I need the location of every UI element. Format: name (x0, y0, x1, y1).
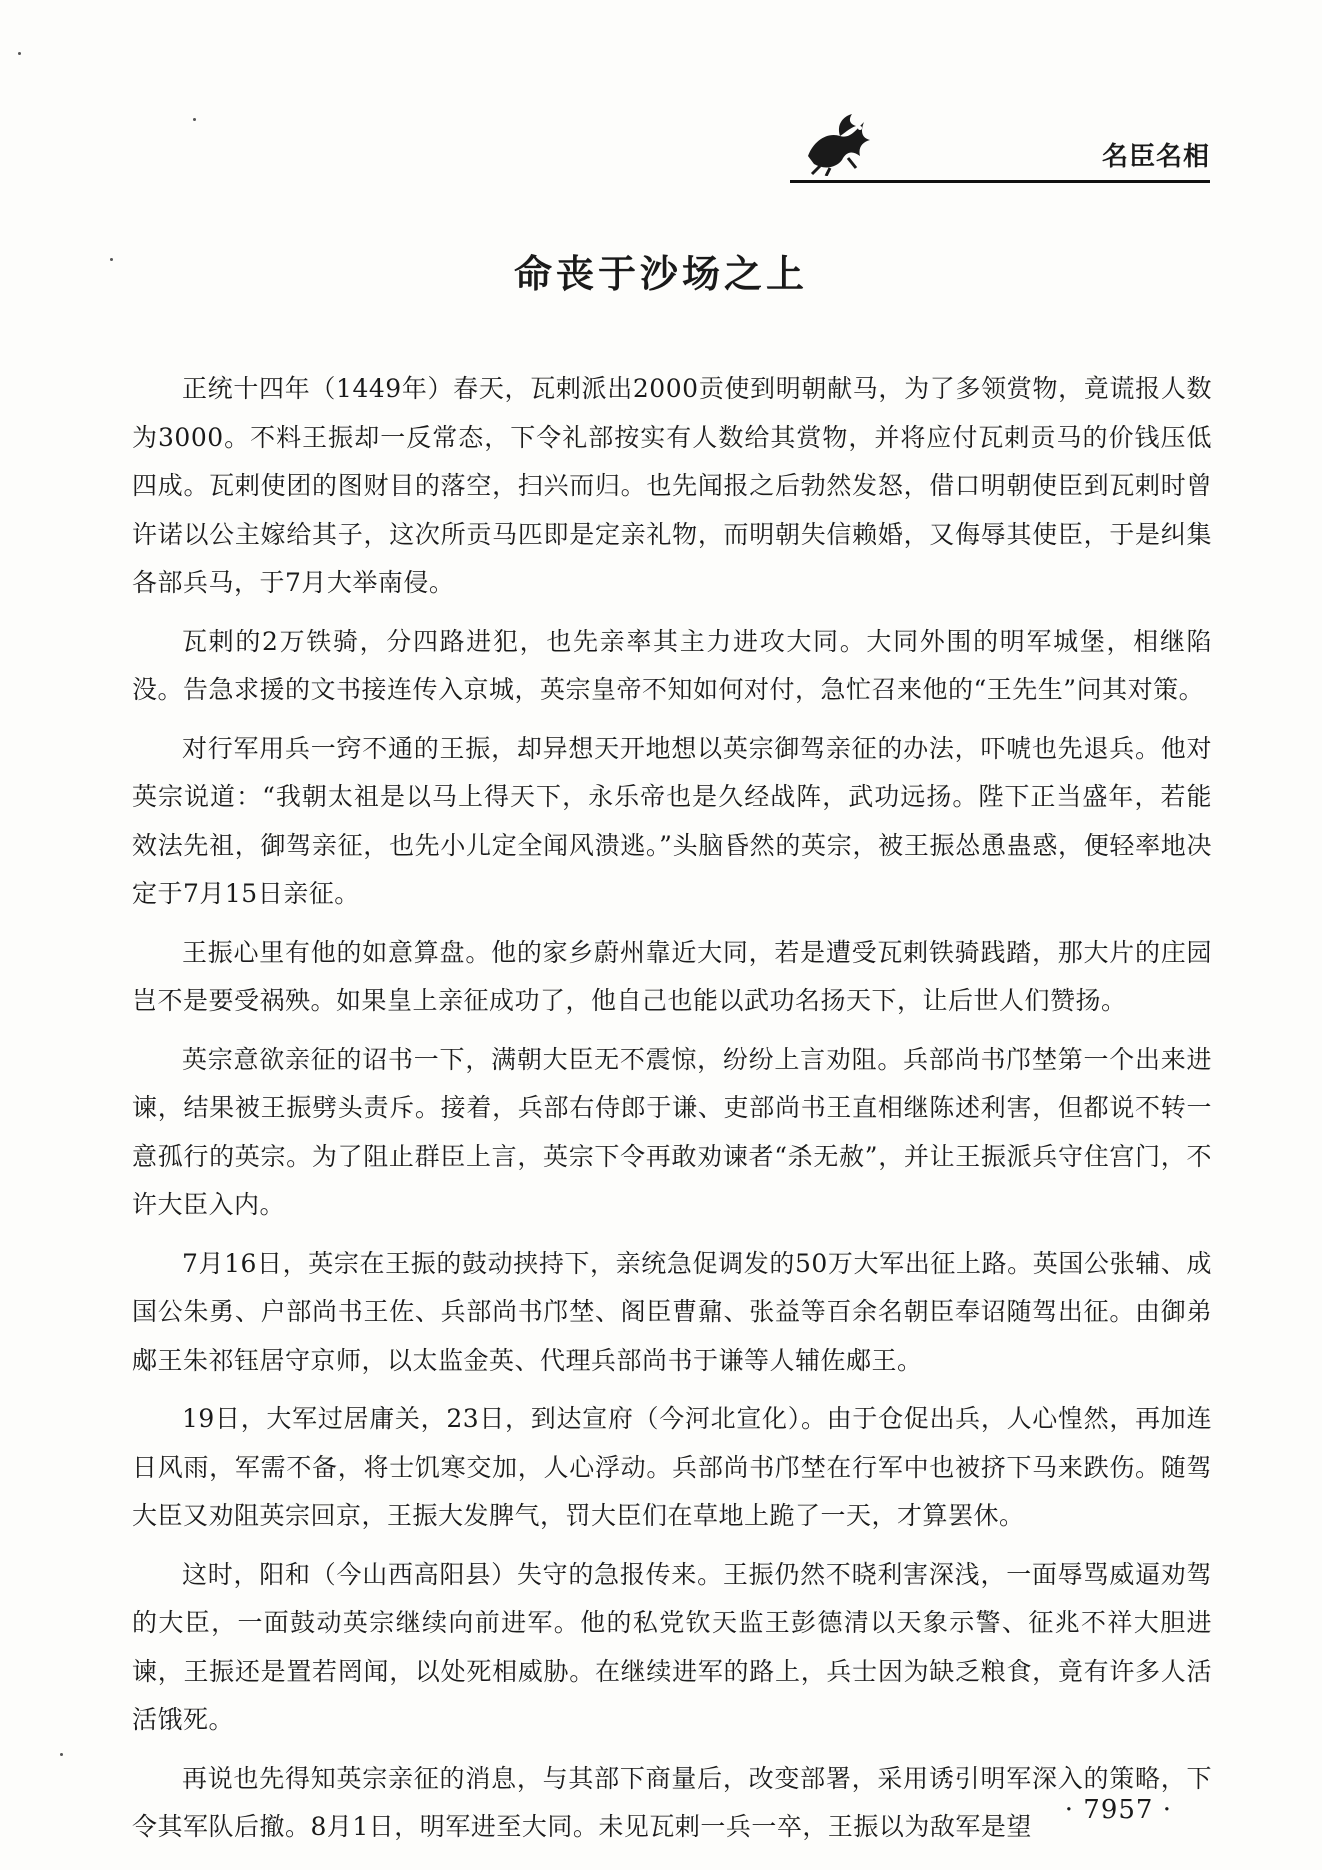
paragraph: 对行军用兵一窍不通的王振，却异想天开地想以英宗御驾亲征的办法，吓唬也先退兵。他对英宗说道：“我朝太祖是以马上得天下，永乐帝也是久经战阵，武功远扬。陛下正当盛年，若能效法先祖，御驾亲征，也先小儿定全闻风溃逃。”头脑昏然的英宗，被王振怂恿蛊惑，便轻率地决定于7月15日亲征。 (132, 733, 1212, 908)
paragraph: 瓦剌的2万铁骑，分四路进犯，也先亲率其主力进攻大同。大同外围的明军城堡，相继陷没。告急求援的文书接连传入京城，英宗皇帝不知如何对付，急忙召来他的“王先生”问其对策。 (132, 626, 1212, 704)
article-title: 命丧于沙场之上 (513, 252, 808, 296)
scan-speck (60, 1753, 63, 1756)
paragraph: 19日，大军过居庸关，23日，到达宣府（今河北宣化）。由于仓促出兵，人心惶然，再加连日风雨，军需不备，将士饥寒交加，人心浮动。兵部尚书邝埜在行军中也被挤下马来跌伤。随驾大臣又劝阻英宗回京，王振大发脾气，罚大臣们在草地上跪了一天，才算罢休。 (132, 1404, 1212, 1530)
running-header (790, 110, 1210, 186)
paragraph: 王振心里有他的如意算盘。他的家乡蔚州靠近大同，若是遭受瓦剌铁骑践踏，那大片的庄园岂不是要受祸殃。如果皇上亲征成功了，他自己也能以武功名扬天下，让后世人们赞扬。 (132, 937, 1212, 1015)
paragraph: 这时，阳和（今山西高阳县）失守的急报传来。王振仍然不晓利害深浅，一面辱骂威逼劝驾的大臣，一面鼓动英宗继续向前进军。他的私党钦天监王彭德清以天象示警、征兆不祥大胆进谏，王振还是置若罔闻，以处死相威胁。在继续进军的路上，兵士因为缺乏粮食，竟有许多人活活饿死。 (132, 1559, 1212, 1734)
paragraph: 再说也先得知英宗亲征的消息，与其部下商量后，改变部署，采用诱引明军深入的策略，下令其军队后撤。8月1日，明军进至大同。未见瓦剌一兵一卒，王振以为敌军是望 (132, 1763, 1212, 1841)
page-number: · 7957 · (1064, 1795, 1172, 1825)
section-title: 名臣名相 (1101, 142, 1210, 172)
article-body (132, 365, 1212, 1862)
paragraph: 英宗意欲亲征的诏书一下，满朝大臣无不震惊，纷纷上言劝阻。兵部尚书邝埜第一个出来进谏，结果被王振劈头责斥。接着，兵部右侍郎于谦、吏部尚书王直相继陈述利害，但都说不转一意孤行的英宗。为了阻止群臣上言，英宗下令再敢劝谏者“杀无赦”，并让王振派兵守住宫门，不许大臣入内。 (132, 1044, 1212, 1219)
scan-speck (193, 118, 196, 121)
paragraph: 7月16日，英宗在王振的鼓动挟持下，亲统急促调发的50万大军出征上路。英国公张辅、成国公朱勇、户部尚书王佐、兵部尚书邝埜、阁臣曹鼐、张益等百余名朝臣奉诏随驾出征。由御弟郕王朱祁钰居守京师，以太监金英、代理兵部尚书于谦等人辅佐郕王。 (132, 1248, 1212, 1375)
header-rule (790, 180, 1210, 183)
scan-speck (18, 52, 21, 55)
paragraph: 正统十四年（1449年）春天，瓦剌派出2000贡使到明朝献马，为了多领赏物，竟谎报人数为3000。不料王振却一反常态，下令礼部按实有人数给其赏物，并将应付瓦剌贡马的价钱压低四成。瓦剌使团的图财目的落空，扫兴而归。也先闻报之后勃然发怒，借口明朝使臣到瓦剌时曾许诺以公主嫁给其子，这次所贡马匹即是定亲礼物，而明朝失信赖婚，又侮辱其使臣，于是纠集各部兵马，于7月大举南侵。 (132, 374, 1212, 597)
dragon-logo-icon (800, 110, 878, 176)
